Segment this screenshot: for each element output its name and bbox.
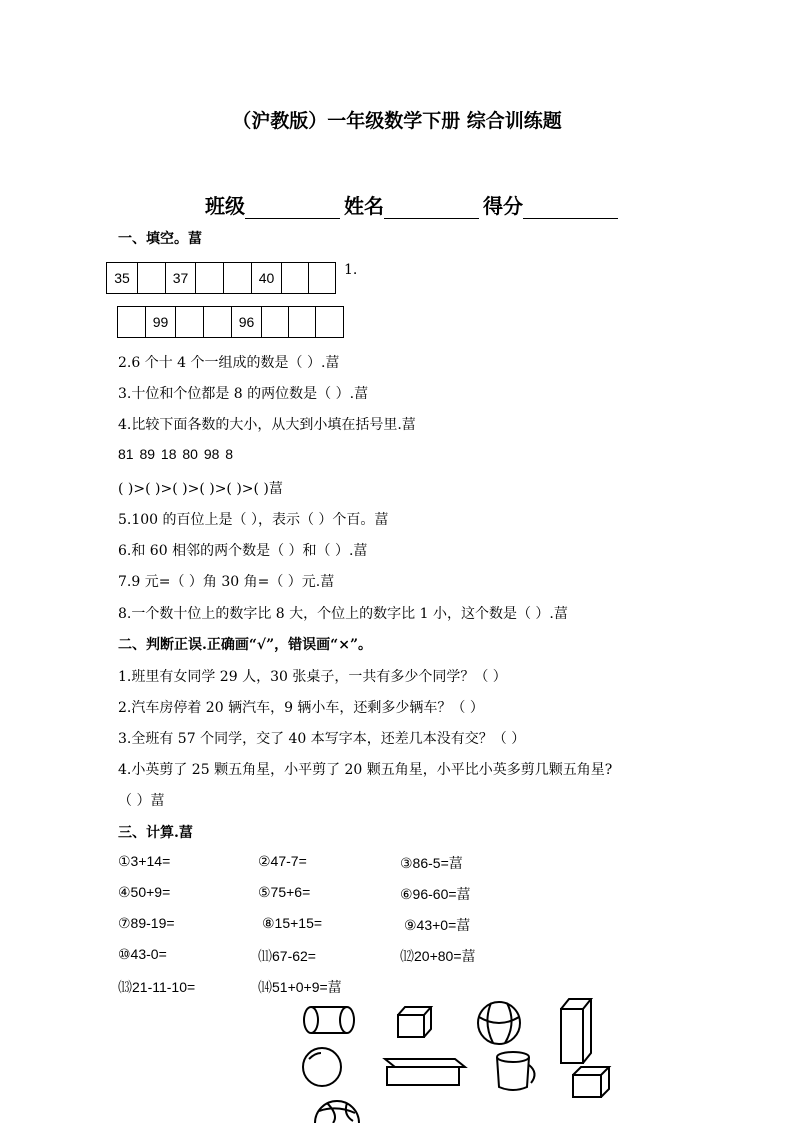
grid-cell: 40 bbox=[252, 263, 282, 293]
grid-cell[interactable] bbox=[316, 307, 343, 337]
calc-item: ⑨43+0=葍 bbox=[404, 917, 471, 933]
cube-shape bbox=[398, 1007, 431, 1037]
tall-cuboid-shape bbox=[561, 999, 591, 1063]
score-label: 得分 bbox=[483, 194, 523, 218]
calc-item: ④50+9= bbox=[118, 884, 171, 900]
question-8: 8.一个数十位上的数字比 8 大，个位上的数字比 1 小，这个数是（ ）.葍 bbox=[118, 606, 568, 622]
student-info-line bbox=[205, 190, 622, 219]
calc-item: ⑦89-19= bbox=[118, 915, 175, 931]
grid-cell[interactable] bbox=[282, 263, 309, 293]
class-label: 班级 bbox=[205, 194, 245, 218]
grid-cell[interactable] bbox=[204, 307, 232, 337]
calc-item: ⑿20+80=葍 bbox=[400, 948, 476, 964]
class-blank[interactable] bbox=[245, 198, 340, 219]
calc-item: ②47-7= bbox=[258, 853, 307, 869]
calc-item: ⑩43-0= bbox=[118, 946, 167, 962]
calc-item: ⒀21-11-10= bbox=[118, 979, 196, 995]
number-grid-row2 bbox=[117, 306, 344, 338]
grid-cell[interactable] bbox=[289, 307, 316, 337]
grid-cell[interactable] bbox=[196, 263, 224, 293]
question-2: 2.6 个十 4 个一组成的数是（ ）.葍 bbox=[118, 355, 340, 371]
question-7: 7.9 元=（ ）角 30 角=（ ）元.葍 bbox=[118, 574, 335, 590]
q1-number: 1. bbox=[344, 262, 358, 278]
judge-question-4-blank: （ ）葍 bbox=[118, 793, 165, 809]
calc-item: ⒁51+0+9=葍 bbox=[258, 979, 342, 995]
judge-question-3: 3.全班有 57 个同学，交了 40 本写字本，还差几本没有交？（ ） bbox=[118, 731, 526, 747]
page-title: （沪教版）一年级数学下册 综合训练题 bbox=[232, 110, 562, 132]
ball-shape bbox=[478, 1002, 520, 1044]
name-label: 姓名 bbox=[344, 194, 384, 218]
box-shape bbox=[385, 1059, 465, 1085]
calc-item: ③86-5=葍 bbox=[400, 855, 463, 871]
judge-question-4: 4.小英剪了 25 颗五角星，小平剪了 20 颗五角星，小平比小英多剪几颗五角星? bbox=[118, 762, 613, 778]
judge-question-2: 2.汽车房停着 20 辆汽车，9 辆小车，还剩多少辆车？（ ） bbox=[118, 700, 484, 716]
volleyball-shape bbox=[315, 1101, 359, 1123]
calc-item: ⑥96-60=葍 bbox=[400, 886, 471, 902]
question-4-blanks: ( )>( )>( )>( )>( )>( )葍 bbox=[118, 481, 283, 497]
calc-item: ①3+14= bbox=[118, 853, 171, 869]
grid-cell[interactable] bbox=[176, 307, 204, 337]
cylinder-shape bbox=[304, 1007, 354, 1033]
grid-cell[interactable] bbox=[118, 307, 146, 337]
grid-cell[interactable] bbox=[262, 307, 289, 337]
section1-heading: 一、填空。葍 bbox=[118, 231, 202, 247]
question-5: 5.100 的百位上是（ ），表示（ ）个百。葍 bbox=[118, 512, 389, 528]
question-6: 6.和 60 相邻的两个数是（ ）和（ ）.葍 bbox=[118, 543, 368, 559]
judge-question-1: 1.班里有女同学 29 人，30 张桌子，一共有多少个同学？（ ） bbox=[118, 669, 507, 685]
number-grid-row1 bbox=[106, 262, 336, 294]
calc-item: ⑧15+15= bbox=[262, 915, 323, 931]
sphere-shape bbox=[303, 1048, 341, 1086]
grid-cell[interactable] bbox=[224, 263, 252, 293]
grid-cell: 35 bbox=[107, 263, 138, 293]
name-blank[interactable] bbox=[384, 198, 479, 219]
grid-cell: 37 bbox=[166, 263, 196, 293]
grid-cell[interactable] bbox=[138, 263, 166, 293]
question-4-numbers: 81 89 18 80 98 8 bbox=[118, 446, 234, 462]
question-3: 3.十位和个位都是 8 的两位数是（ ）.葍 bbox=[118, 386, 369, 402]
calc-item: ⑾67-62= bbox=[258, 948, 316, 964]
grid-cell: 99 bbox=[146, 307, 176, 337]
section3-heading: 三、计算.葍 bbox=[118, 825, 193, 841]
question-4: 4.比较下面各数的大小，从大到小填在括号里.葍 bbox=[118, 417, 416, 433]
can-shape bbox=[497, 1052, 535, 1090]
small-cuboid-shape bbox=[573, 1067, 609, 1097]
section2-heading: 二、判断正误.正确画“√”，错误画“×”。 bbox=[118, 637, 373, 653]
solid-shapes-illustration bbox=[295, 995, 625, 1123]
grid-cell[interactable] bbox=[309, 263, 335, 293]
score-blank[interactable] bbox=[523, 198, 618, 219]
grid-cell: 96 bbox=[232, 307, 262, 337]
calc-item: ⑤75+6= bbox=[258, 884, 311, 900]
